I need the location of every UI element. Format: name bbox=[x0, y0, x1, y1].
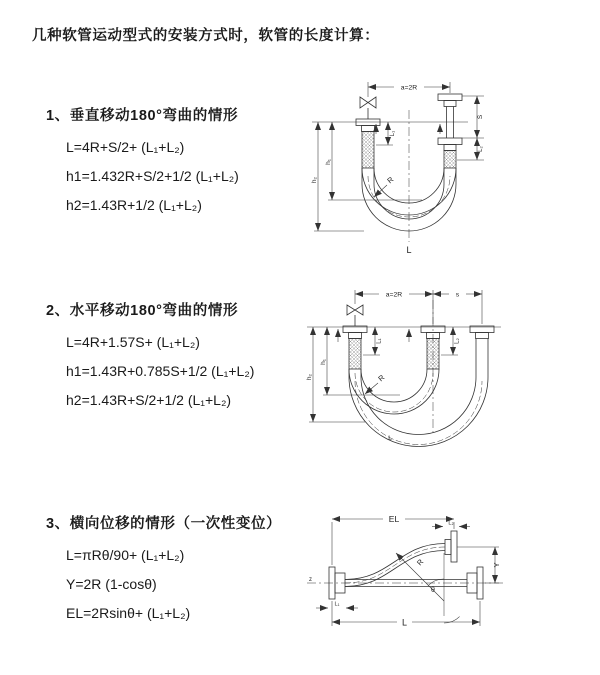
formula-line: h2=1.43R+1/2 (L₁+L₂) bbox=[66, 197, 202, 213]
section-3-heading: 3、横向位移的情形（一次性变位） bbox=[46, 516, 282, 532]
section-vertical-movement bbox=[46, 104, 239, 220]
hose-curve-bottom-wall bbox=[345, 551, 445, 587]
dim-h2-label: h₂ bbox=[306, 373, 313, 381]
angle-theta-label: θ bbox=[431, 587, 435, 594]
formula-line: h1=1.432R+S/2+1/2 (L₁+L₂) bbox=[66, 168, 239, 184]
diagram-lateral-displacement bbox=[299, 504, 599, 649]
diagram-horizontal-180-bend bbox=[305, 282, 595, 467]
formula-line: Y=2R (1-cosθ) bbox=[66, 576, 157, 592]
formula-line: h1=1.43R+0.785S+1/2 (L₁+L₂) bbox=[66, 363, 255, 379]
formula-line: EL=2Rsinθ+ (L₁+L₂) bbox=[66, 605, 191, 621]
section-horizontal-movement bbox=[46, 299, 254, 415]
section-2-heading: 2、水平移动180°弯曲的情形 bbox=[46, 303, 239, 319]
dim-l1-label: L₁ bbox=[334, 601, 340, 608]
braided-hose-left bbox=[349, 339, 361, 370]
dim-h1-label: h₁ bbox=[320, 359, 327, 365]
dim-l2-label: L₂ bbox=[478, 146, 484, 152]
valve-icon bbox=[347, 305, 363, 315]
hose-curve-top-wall bbox=[345, 544, 445, 580]
length-label: L bbox=[406, 245, 412, 255]
dim-h1-label: h₁ bbox=[325, 159, 332, 165]
dim-a2r-label: a=2R bbox=[385, 291, 403, 299]
radius-label: R bbox=[376, 372, 387, 384]
flange-right-bottom bbox=[438, 138, 462, 145]
radius-leader bbox=[374, 185, 387, 197]
formula-line: L=πRθ/90+ (L₁+L₂) bbox=[66, 547, 185, 563]
dim-el-label: EL bbox=[388, 513, 400, 524]
braided-hose-right bbox=[444, 151, 456, 169]
dimension-labels bbox=[309, 514, 501, 628]
formula-line: h2=1.43R+S/2+1/2 (L₁+L₂) bbox=[66, 392, 232, 408]
dim-l1-label: L₁ bbox=[390, 130, 396, 137]
centerline-mark: z bbox=[309, 577, 312, 583]
hose-drawing bbox=[312, 94, 468, 242]
radius-label: R bbox=[385, 174, 396, 186]
dimension-lines bbox=[316, 519, 499, 626]
braided-hose-left bbox=[362, 132, 374, 169]
length-label: L bbox=[388, 435, 392, 442]
dim-l2-label: L₂ bbox=[454, 338, 461, 344]
valve-icon bbox=[360, 97, 376, 108]
page-title: 几种软管运动型式的安装方式时，软管的长度计算： bbox=[32, 28, 380, 44]
dim-s-label: S bbox=[477, 114, 484, 120]
length-label: L bbox=[401, 617, 408, 628]
hose-drawing bbox=[307, 531, 503, 623]
section-lateral-displacement bbox=[46, 512, 281, 628]
formula-line: L=4R+1.57S+ (L₁+L₂) bbox=[66, 334, 200, 350]
hose-curve-centerline bbox=[345, 547, 445, 583]
dim-y-label: Y bbox=[492, 562, 501, 568]
flange-upper-right bbox=[451, 531, 457, 562]
dim-h2-label: h₂ bbox=[311, 176, 318, 184]
flange-right-top bbox=[438, 94, 462, 101]
dim-l2-label: L₂ bbox=[448, 520, 454, 527]
dimension-lines bbox=[314, 82, 484, 231]
radius-label: R bbox=[415, 557, 426, 568]
hose-drawing bbox=[307, 300, 501, 447]
formula-line: L=4R+S/2+ (L₁+L₂) bbox=[66, 139, 185, 155]
dim-s-label: s bbox=[455, 291, 460, 299]
diagram-vertical-180-bend bbox=[310, 72, 590, 262]
angle-arc bbox=[428, 579, 444, 585]
dim-a2r-label: a=2R bbox=[400, 84, 418, 92]
section-1-heading: 1、垂直移动180°弯曲的情形 bbox=[46, 108, 239, 124]
dim-l1-label: L₁ bbox=[376, 338, 383, 344]
